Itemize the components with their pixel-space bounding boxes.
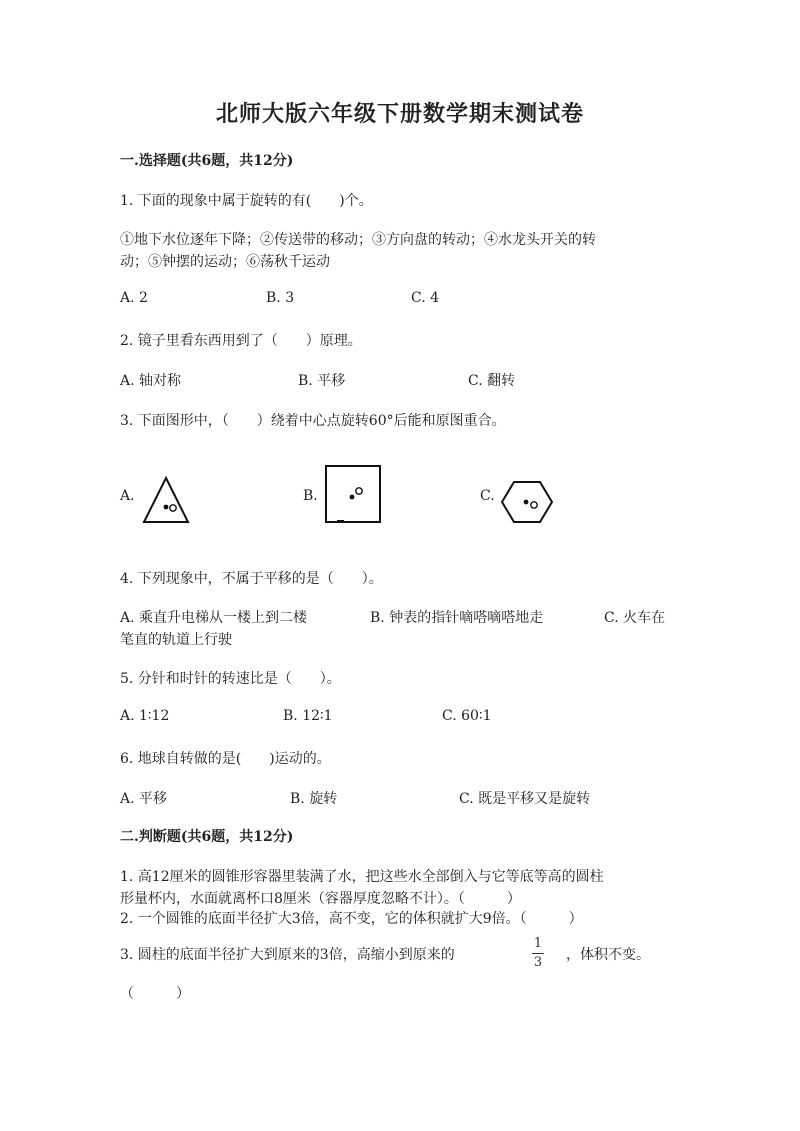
question-3-option-a[interactable]: A. — [120, 488, 135, 504]
triangle-icon — [140, 474, 192, 526]
fraction-one-third — [528, 937, 548, 970]
question-3-stem: 3. 下面图形中，（ ）绕着中心点旋转60°后能和原图重合。 — [120, 413, 506, 429]
question-5-stem: 5. 分针和时针的转速比是（ ）。 — [120, 671, 341, 687]
judgement-1-line1: 1. 高12厘米的圆锥形容器里装满了水，把这些水全部倒入与它等底等高的圆柱 — [120, 869, 604, 885]
question-4-option-b[interactable]: B. 钟表的指针嘀嗒嘀嗒地走 — [370, 610, 544, 626]
question-2-option-c[interactable]: C. 翻转 — [468, 373, 516, 389]
judgement-2: 2. 一个圆锥的底面半径扩大3倍，高不变，它的体积就扩大9倍。（ ） — [120, 911, 583, 927]
question-3-option-c[interactable]: C. — [480, 488, 495, 504]
fraction-numerator: 1 — [533, 936, 543, 951]
fraction-denominator: 3 — [533, 955, 543, 970]
question-2-option-a[interactable]: A. 轴对称 — [120, 373, 182, 389]
fraction-bar — [532, 953, 544, 954]
hexagon-icon — [500, 480, 554, 524]
question-5-option-b[interactable]: B. 12∶1 — [283, 708, 333, 724]
question-2-option-b[interactable]: B. 平移 — [298, 373, 346, 389]
question-1-desc-line2: 动；⑤钟摆的运动；⑥荡秋千运动 — [120, 254, 330, 270]
question-3-option-b[interactable]: B. — [303, 488, 318, 504]
question-1-option-a[interactable]: A. 2 — [120, 290, 148, 306]
page-title: 北师大版六年级下册数学期末测试卷 — [215, 101, 584, 127]
question-5-option-c[interactable]: C. 60∶1 — [442, 708, 492, 724]
section-heading-judgement: 二.判断题(共6题，共12分) — [120, 829, 294, 845]
judgement-3-text: 3. 圆柱的底面半径扩大到原来的3倍，高缩小到原来的 — [120, 947, 455, 963]
question-1-option-b[interactable]: B. 3 — [266, 290, 295, 306]
judgement-3-answer-blank[interactable]: （ ） — [120, 986, 190, 1002]
question-6-stem: 6. 地球自转做的是( )运动的。 — [120, 751, 331, 767]
question-1-desc-line1: ①地下水位逐年下降；②传送带的移动；③方向盘的转动；④水龙头开关的转 — [120, 232, 596, 248]
square-icon — [322, 463, 384, 527]
question-4-stem: 4. 下列现象中，不属于平移的是（ ）。 — [120, 571, 383, 587]
question-6-option-b[interactable]: B. 旋转 — [290, 791, 338, 807]
judgement-1-line2: 形量杯内，水面就离杯口8厘米（容器厚度忽略不计）。（ ） — [120, 891, 521, 907]
question-4-option-a[interactable]: A. 乘直升电梯从一楼上到二楼 — [120, 610, 308, 626]
question-1-option-c[interactable]: C. 4 — [411, 290, 440, 306]
section-heading-choice: 一.选择题(共6题，共12分) — [120, 153, 294, 169]
question-2-stem: 2. 镜子里看东西用到了（ ）原理。 — [120, 333, 362, 349]
question-4-option-c-cont: 笔直的轨道上行驶 — [120, 632, 232, 648]
question-5-option-a[interactable]: A. 1∶12 — [120, 708, 170, 724]
question-1-stem: 1. 下面的现象中属于旋转的有( )个。 — [120, 193, 373, 209]
judgement-3-text-end: ，体积不变。 — [566, 947, 650, 963]
question-4-option-c[interactable]: C. 火车在 — [604, 610, 666, 626]
question-6-option-c[interactable]: C. 既是平移又是旋转 — [459, 791, 591, 807]
question-6-option-a[interactable]: A. 平移 — [120, 791, 168, 807]
